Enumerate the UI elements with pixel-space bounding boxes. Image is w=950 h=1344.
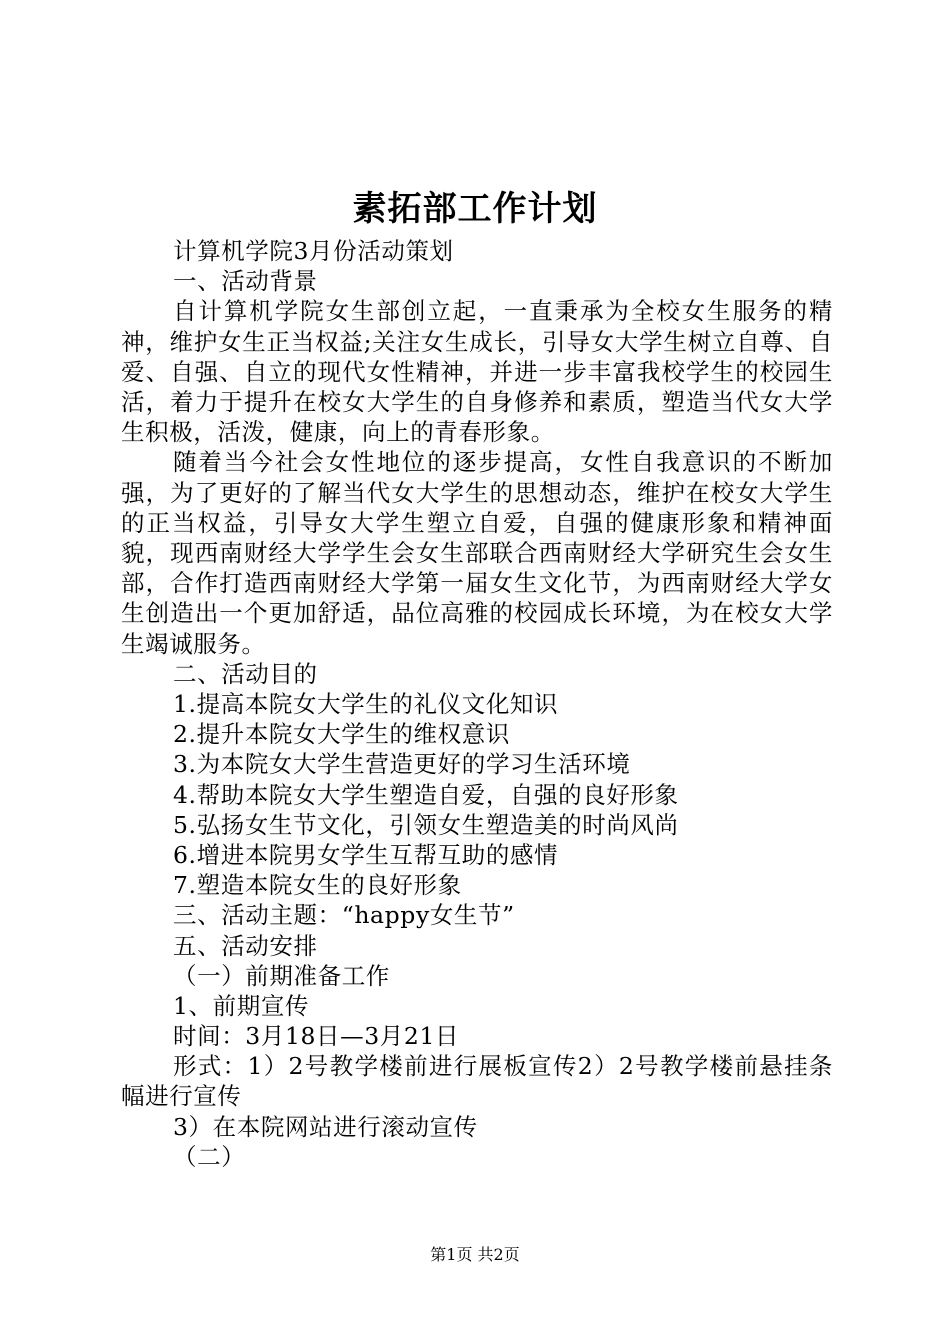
document-body — [121, 236, 833, 1172]
background-paragraph-1: 自计算机学院女生部创立起，一直秉承为全校女生服务的精神，维护女生正当权益;关注女生成长，引导女大学生树立自尊、自爱、自强、自立的现代女性精神，并进一步丰富我校学生的校园生活，着力于提升在校女大学生的自身修养和素质，塑造当代女大学生积极，活泼，健康，向上的青春形象。 — [121, 297, 833, 447]
subsection-heading-second: （二） — [173, 1142, 246, 1171]
item-heading-publicity: 1、前期宣传 — [173, 991, 310, 1020]
goal-item: 5.弘扬女生节文化，引领女生塑造美的时尚风尚 — [173, 810, 679, 839]
section-heading-background: 一、活动背景 — [173, 267, 318, 296]
time-line: 时间：3月18日—3月21日 — [173, 1022, 460, 1051]
background-paragraph-2: 随着当今社会女性地位的逐步提高，女性自我意识的不断加强，为了更好的了解当代女大学生的思想动态，维护在校女大学生的正当权益，引导女大学生塑立自爱，自强的健康形象和精神面貌，现西南财经大学学生会女生部联合西南财经大学研究生会女生部，合作打造西南财经大学第一届女生文化节，为西南财经大学女生创造出一个更加舒适，品位高雅的校园成长环境，为在校女大学生竭诚服务。 — [121, 448, 833, 658]
form-line-website: 3）在本院网站进行滚动宣传 — [173, 1112, 478, 1141]
page-footer: 第1页 共2页 — [430, 1245, 520, 1264]
goal-item: 3.为本院女大学生营造更好的学习生活环境 — [173, 750, 631, 779]
document-title: 素拓部工作计划 — [352, 189, 598, 229]
goal-item: 1.提高本院女大学生的礼仪文化知识 — [173, 690, 559, 718]
subtitle-line: 计算机学院3月份活动策划 — [173, 237, 454, 265]
goal-item: 6.增进本院男女学生互帮互助的感情 — [173, 840, 559, 869]
goal-item: 4.帮助本院女大学生塑造自爱，自强的良好形象 — [173, 780, 679, 809]
section-heading-purpose: 二、活动目的 — [173, 659, 318, 688]
goal-item: 2.提升本院女大学生的维权意识 — [173, 720, 510, 749]
form-line: 形式：1）2号教学楼前进行展板宣传2）2号教学楼前悬挂条幅进行宣传 — [121, 1052, 833, 1111]
section-heading-theme: 三、活动主题：“happy女生节” — [173, 901, 515, 930]
goal-item: 7.塑造本院女生的良好形象 — [173, 871, 462, 900]
section-heading-schedule: 五、活动安排 — [173, 931, 318, 960]
subsection-heading-preparation: （一）前期准备工作 — [173, 961, 390, 990]
